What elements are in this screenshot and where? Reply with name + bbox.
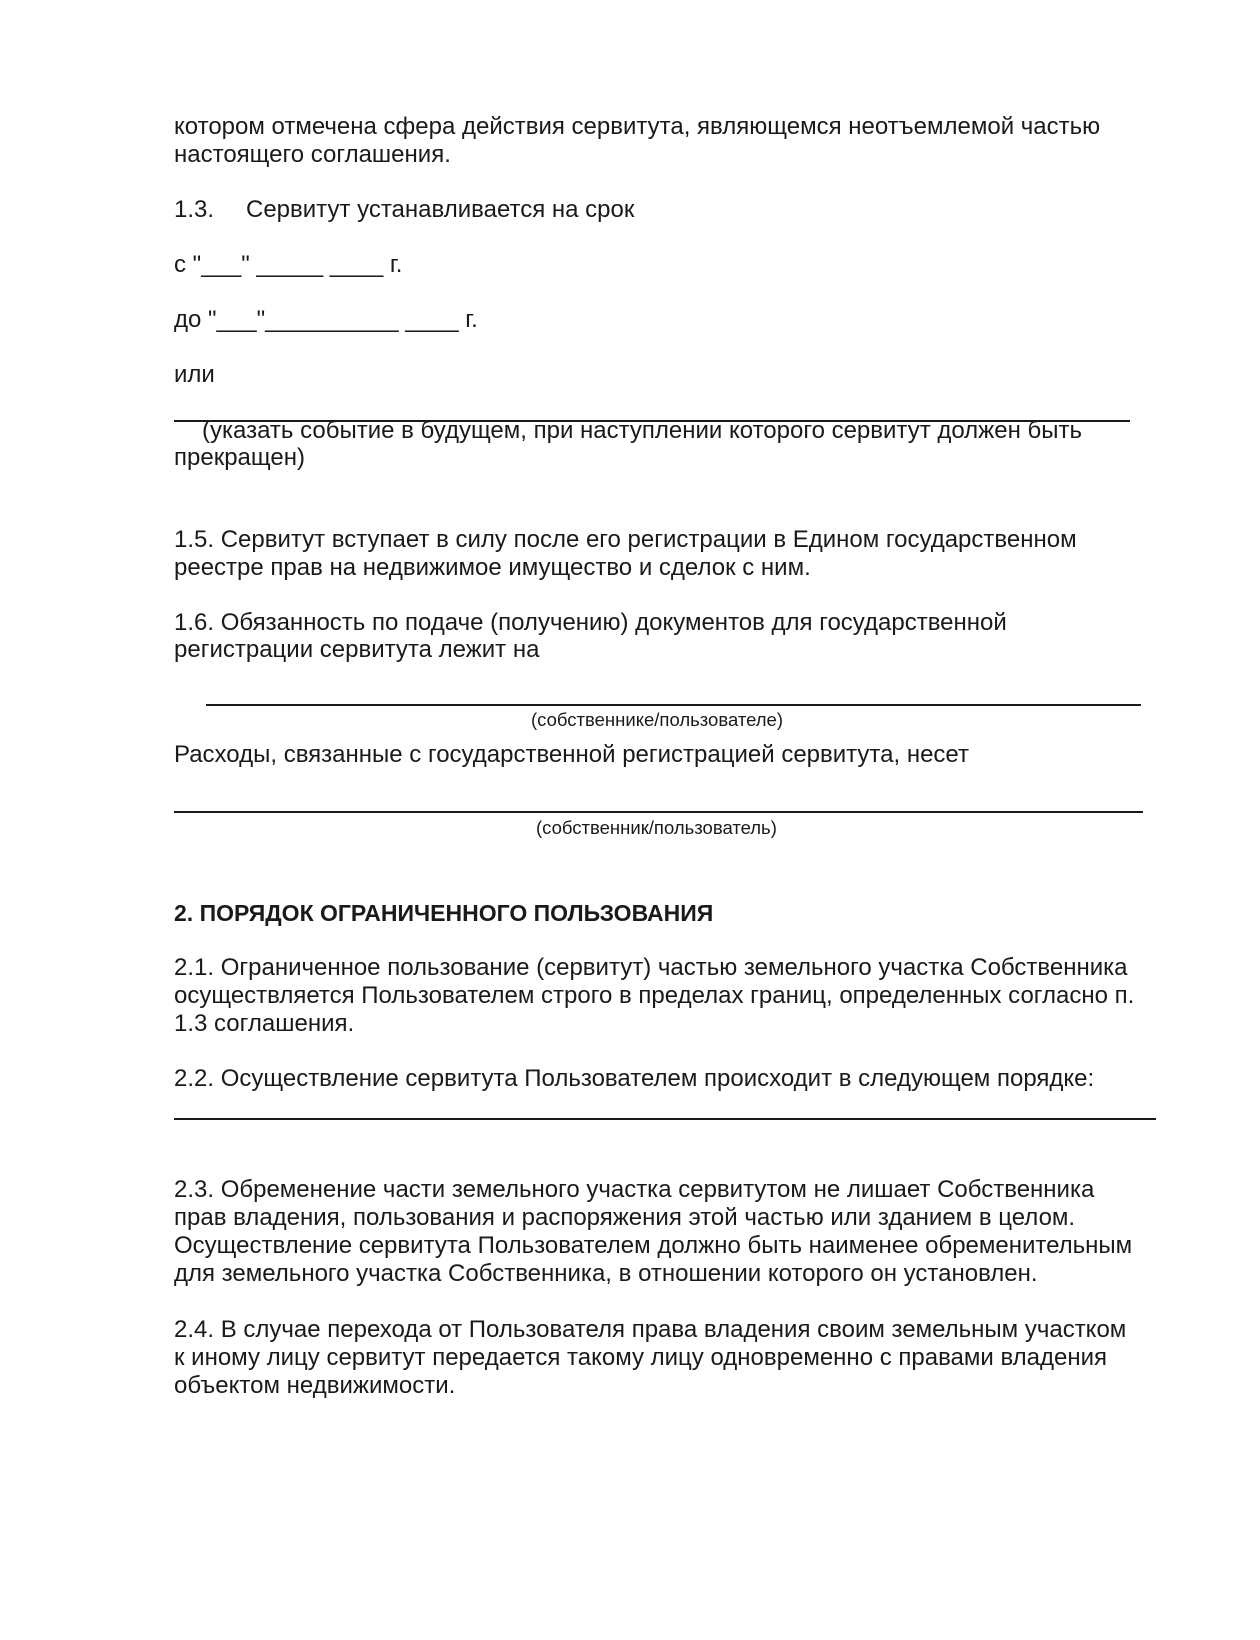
responsible-party-blank-line [206, 704, 1141, 706]
clause-1-3-number: 1.3. [174, 196, 215, 223]
responsible-party-caption: (собственнике/пользователе) [531, 709, 784, 730]
term-or: или [174, 361, 215, 388]
intro-line-1: котором отмечена сфера действия сервитута, являющемся неотъемлемой частью [174, 113, 1101, 140]
clause-1-6-line-2: регистрации сервитута лежит на [174, 636, 540, 663]
clause-1-6-line-1: 1.6. Обязанность по подаче (получению) документов для государственной [174, 609, 1007, 636]
clause-2-3-line-1: 2.3. Обременение части земельного участка сервитутом не лишает Собственника [174, 1176, 1095, 1203]
clause-1-5-line-1: 1.5. Сервитут вступает в силу после его регистрации в Едином государственном [174, 526, 1077, 553]
clause-2-1-line-3: 1.3 соглашения. [174, 1010, 355, 1037]
clause-1-5-line-2: реестре прав на недвижимое имущество и сделок с ним. [174, 554, 811, 581]
clause-2-1-line-2: осуществляется Пользователем строго в пределах границ, определенных согласно п. [174, 982, 1135, 1009]
clause-2-4-line-3: объектом недвижимости. [174, 1372, 456, 1399]
clause-1-3-text: Сервитут устанавливается на срок [246, 196, 635, 223]
clause-1-3 [174, 196, 634, 225]
clause-2-2-line-1: 2.2. Осуществление сервитута Пользователем происходит в следующем порядке: [174, 1065, 1095, 1092]
clause-2-4-line-1: 2.4. В случае перехода от Пользователя права владения своим земельным участком [174, 1316, 1127, 1343]
event-hint-line-1: (указать событие в будущем, при наступлении которого сервитут должен быть [202, 417, 1082, 444]
clause-2-3-line-3: Осуществление сервитута Пользователем должно быть наименее обременительным [174, 1232, 1133, 1259]
expenses-line: Расходы, связанные с государственной регистрацией сервитута, несет [174, 741, 969, 768]
clause-2-3-line-4: для земельного участка Собственника, в отношении которого он установлен. [174, 1260, 1038, 1287]
clause-2-4-line-2: к иному лицу сервитут передается такому лицу одновременно с правами владения [174, 1344, 1108, 1371]
intro-line-2: настоящего соглашения. [174, 141, 451, 168]
term-from-line: с "___" _____ ____ г. [174, 251, 403, 278]
event-hint-line-2: прекращен) [174, 444, 305, 471]
procedure-blank-line [174, 1118, 1156, 1120]
term-to-line: до "___"__________ ____ г. [174, 306, 478, 333]
expenses-party-caption: (собственник/пользователь) [536, 817, 777, 838]
clause-2-1-line-1: 2.1. Ограниченное пользование (сервитут) частью земельного участка Собственника [174, 954, 1128, 981]
section-2-heading: 2. ПОРЯДОК ОГРАНИЧЕННОГО ПОЛЬЗОВАНИЯ [174, 900, 714, 926]
expenses-party-blank-line [174, 811, 1143, 813]
clause-2-3-line-2: прав владения, пользования и распоряжения этой частью или зданием в целом. [174, 1204, 1076, 1231]
